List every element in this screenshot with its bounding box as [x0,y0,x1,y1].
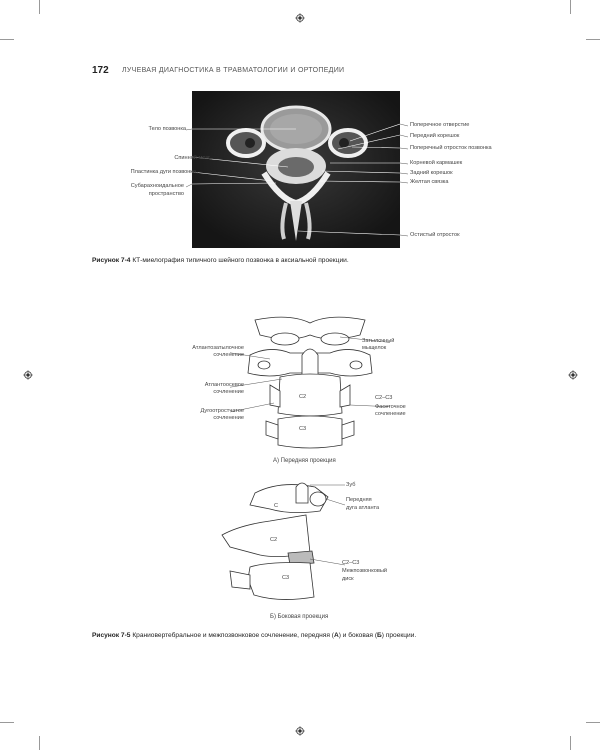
label-spinal-cord: Спинной мозг [174,155,210,161]
caption-text-2: ) и боковая ( [338,632,378,639]
label-atlanto-axial-2: сочленение [213,389,244,395]
label-c1-lateral: C [274,503,279,509]
label-atlanto-occipital-2: сочленение [213,352,244,358]
label-facet-joint-1: Фасеточное [375,404,406,410]
figure-7-4-caption [92,257,349,264]
label-subarachnoid-2: пространство [148,191,184,197]
label-c2-anterior: C2 [299,394,307,400]
label-root-pocket: Корневой кармашек [410,160,463,166]
label-facet-left-2: сочленение [213,415,244,421]
label-c2-c3-lateral: C2–C3 [342,560,360,566]
label-disc-1: Межпозвонковый [342,568,388,574]
label-lamina: Пластинка дуги позвонка [130,169,196,175]
label-transverse-process: Поперечный отросток позвонка [410,145,492,151]
caption-text-3: ) проекции. [381,632,417,639]
label-facet-joint-2: сочленение [375,411,406,417]
label-c2-lateral: C2 [270,537,278,543]
caption-a: А [333,632,339,639]
label-subarachnoid-1: Субарахноидальное [130,183,184,189]
label-c3-anterior: C3 [299,426,307,432]
label-spinous-process: Остистый отросток [410,232,460,238]
caption-b: Б [377,632,382,639]
caption-text-1: Краниовертебральное и межпозвонковое сочленение, передняя ( [132,632,334,639]
label-anterior-arch-1: Передняя [346,497,372,503]
label-anterior-arch-2: дуга атланта [346,505,380,511]
label-facet-left-1: Дугоотростчатое [200,408,244,414]
label-transverse-foramen: Поперечное отверстие [410,122,470,128]
label-occipital-condyle-1: Затылочный [362,338,395,344]
caption-label: Рисунок 7-4 [92,257,131,264]
label-dens: Зуб [346,482,356,488]
lateral-view-drawing [210,475,350,605]
subcaption-b: Б) Боковая проекция [270,614,329,620]
label-disc-2: диск [342,576,354,582]
label-atlanto-axial-1: Атлантоосевое [204,382,244,388]
running-title: ЛУЧЕВАЯ ДИАГНОСТИКА В ТРАВМАТОЛОГИИ И ОРТОПЕДИИ [122,67,345,74]
page-number: 172 [92,65,109,76]
label-anterior-root: Передний корешок [410,133,460,139]
caption-text: КТ-миелография типичного шейного позвонка в аксиальной проекции. [132,257,349,264]
label-c2-c3-anterior: C2–C3 [375,395,393,401]
label-occipital-condyle-2: мыщелок [362,345,387,351]
label-ligamentum-flavum: Желтая связка [410,179,449,185]
label-atlanto-occipital-1: Атлантозатылочное [192,345,244,351]
label-posterior-root: Задний корешок [410,170,453,176]
label-c3-lateral: C3 [282,575,290,581]
label-vertebral-body: Тело позвонка [148,126,186,132]
subcaption-a: А) Передняя проекция [273,458,336,464]
caption-label: Рисунок 7-5 [92,632,131,639]
figure-7-5-caption [92,632,416,639]
